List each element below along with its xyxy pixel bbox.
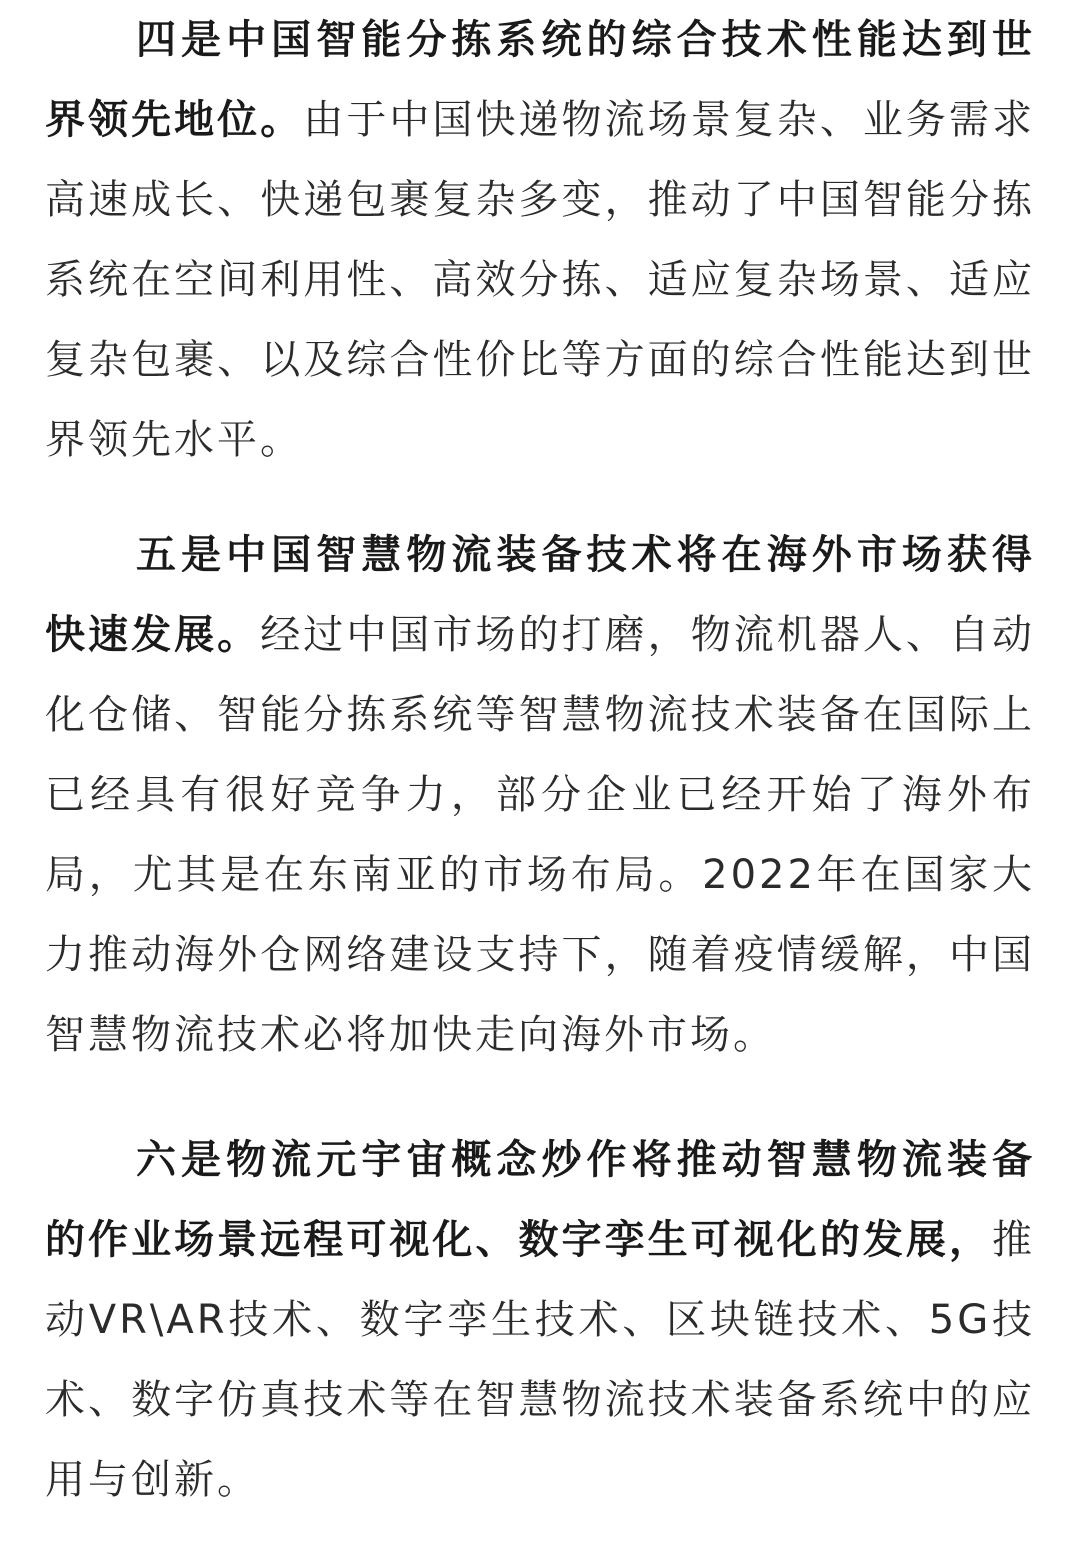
- paragraph-lead: 六是物流元宇宙概念炒作将推动智慧物流装备的作业场景远程可视化、数字孪生可视化的发展，: [45, 1137, 1035, 1263]
- paragraph-text: 由于中国快递物流场景复杂、业务需求高速成长、快递包裹复杂多变，推动了中国智能分拣系统在空间利用性、高效分拣、适应复杂场景、适应复杂包裹、以及综合性价比等方面的综合性能达到世界领先水平。: [45, 97, 1036, 463]
- paragraph-6: [45, 1120, 1035, 1520]
- article-body: [45, 0, 1035, 1520]
- paragraph-lead: 五是中国智慧物流装备技术将在海外市场获得快速发展。: [45, 532, 1035, 658]
- paragraph-lead: 四是中国智能分拣系统的综合技术性能达到世界领先地位。: [45, 17, 1035, 143]
- paragraph-5: [45, 515, 1035, 1075]
- paragraph-text: 推动VR\AR技术、数字孪生技术、区块链技术、5G技术、数字仿真技术等在智慧物流技术装备系统中的应用与创新。: [45, 1217, 1035, 1503]
- paragraph-text: 经过中国市场的打磨，物流机器人、自动化仓储、智能分拣系统等智慧物流技术装备在国际上已经具有很好竞争力，部分企业已经开始了海外布局，尤其是在东南亚的市场布局。2022年在国家大力推动海外仓网络建设支持下，随着疫情缓解，中国智慧物流技术必将加快走向海外市场。: [45, 612, 1036, 1058]
- paragraph-4: [45, 0, 1035, 480]
